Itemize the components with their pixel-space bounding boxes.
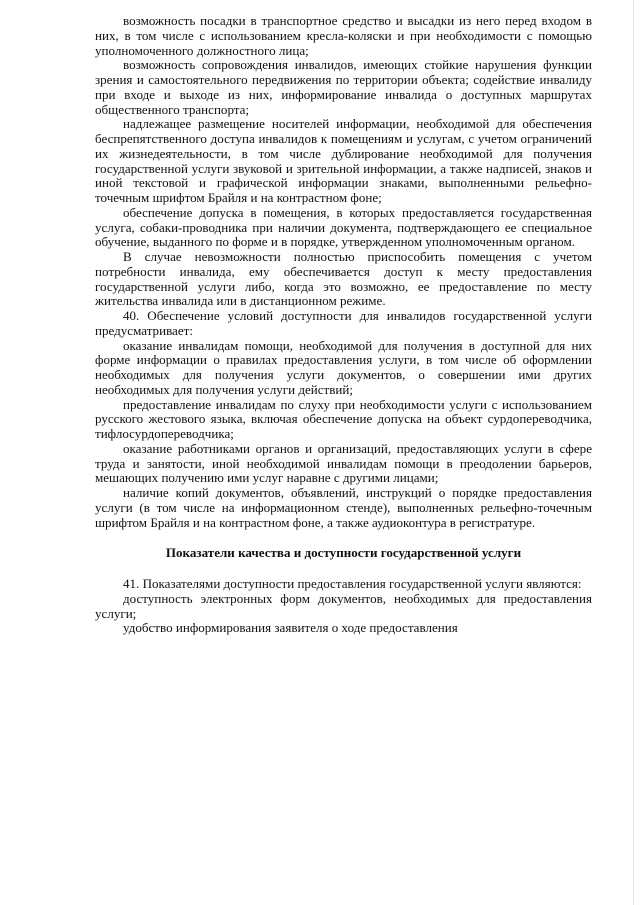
paragraph-item-40: 40. Обеспечение условий доступности для инвалидов государственной услуги предусматривает: (95, 308, 592, 338)
paragraph-barriers: оказание работниками органов и организаций, предоставляющих услуги в сфере труда и занятости, иной необходимой инвалидам помощи в преодолении барьеров, мешающих получению ими услуг наравне с другими лицами; (95, 440, 592, 486)
paragraph-boarding: возможность посадки в транспортное средство и высадки из него перед входом в них, в том числе с использованием кресла-коляски и при необходимости с помощью уполномоченного должностного лица; (95, 13, 592, 58)
page-edge (633, 0, 634, 905)
paragraph-guide-dog: обеспечение допуска в помещения, в которых предоставляется государственная услуга, собаки-проводника при наличии документа, подтверждающего ее специальное обучение, выданного по форме и в порядке, утвержденном уполномоченным органом. (95, 204, 592, 250)
section-heading: Показатели качества и доступности государственной услуги (165, 545, 522, 561)
paragraph-sign-language: предоставление инвалидам по слуху при необходимости услуги с использованием русского жестового языка, включая обеспечение допуска на объект сурдопереводчика, тифлосурдопереводчика; (95, 396, 592, 441)
document-body (95, 14, 592, 636)
paragraph-electronic-forms: доступность электронных форм документов, необходимых для предоставления услуги; (95, 590, 592, 621)
paragraph-impossibility: В случае невозможности полностью приспособить помещения с учетом потребности инвалида, ему обеспечивается доступ к месту предоставления государственной услуги либо, когда это возможно, ее предоставление по месту жительства инвалида или в дистанционном режиме. (95, 249, 592, 309)
paragraph-informing: удобство информирования заявителя о ходе предоставления (123, 620, 458, 636)
paragraph-documents-copies: наличие копий документов, объявлений, инструкций о порядке предоставления услуги (в том числе на информационном стенде), выполненных рельефно-точечным шрифтом Брайля и на контрастном фоне, а также аудиоконтура в регистратуре. (95, 485, 592, 530)
paragraph-assistance: оказание инвалидам помощи, необходимой для получения в доступной для них форме информации о правилах предоставления услуги, в том числе об оформлении необходимых для получения услуги документов, о совершении ими других необходимых для получения услуги действий; (95, 337, 592, 397)
paragraph-information-carriers: надлежащее размещение носителей информации, необходимой для обеспечения беспрепятственного доступа инвалидов к помещениям и услугам, с учетом ограничений их жизнедеятельности, в том числе дублирование необходимой для получения государственной услуги звуковой и зрительной информации, а также надписей, знаков и иной текстовой и графической информации знаками, выполненными рельефно-точечным шрифтом Брайля и на контрастном фоне; (95, 116, 592, 205)
paragraph-item-41: 41. Показателями доступности предоставления государственной услуги являются: (123, 576, 582, 591)
paragraph-escort: возможность сопровождения инвалидов, имеющих стойкие нарушения функции зрения и самостоятельного передвижения по территории объекта; содействие инвалиду при входе и выходе из них, информирование инвалида о доступных маршрутах общественного транспорта; (95, 57, 592, 117)
